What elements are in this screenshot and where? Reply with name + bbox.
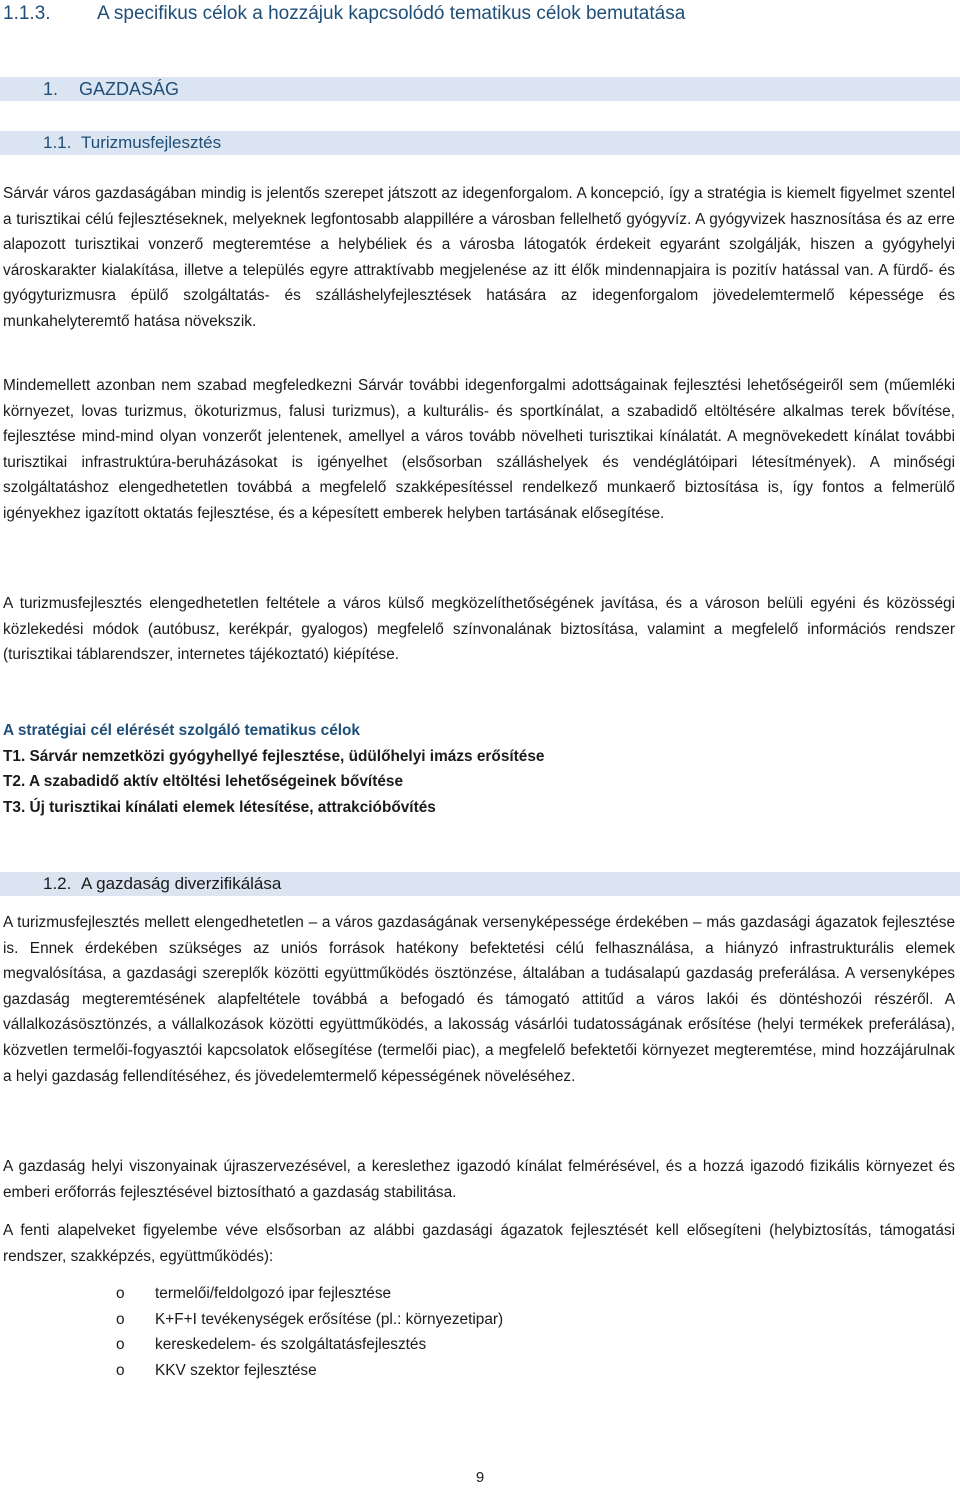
subsection-heading-tourism (0, 131, 960, 155)
thematic-goals (3, 718, 955, 820)
chapter-number: 1. (43, 79, 59, 99)
thematic-goal-t3: T3. Új turisztikai kínálati elemek létesítése, attrakcióbővítés (3, 798, 436, 816)
list-item-text: KKV szektor fejlesztése (155, 1361, 317, 1379)
subsection-heading-diversification (0, 872, 960, 896)
list-item-text: termelői/feldolgozó ipar fejlesztése (155, 1285, 392, 1302)
chapter-heading (0, 77, 960, 101)
list-item-text: K+F+I tevékenységek erősítése (pl.: környezetipar) (155, 1310, 504, 1328)
list-item (0, 1332, 960, 1358)
section-heading (3, 2, 953, 26)
page-number: 9 (475, 1469, 485, 1486)
sector-list (0, 1281, 960, 1383)
subsection-number: 1.1. (43, 133, 72, 152)
paragraph-diversification-3: A fenti alapelveket figyelembe véve elsősorban az alábbi gazdasági ágazatok fejlesztését kell elősegíteni (helybiztosítás, támogatási rendszer, szakképzés, együttműködés): (3, 1222, 955, 1265)
bullet-icon: o (116, 1310, 125, 1328)
thematic-goal-t2: T2. A szabadidő aktív eltöltési lehetőségeinek bővítése (3, 773, 403, 791)
subsection-title: A gazdaság diverzifikálása (81, 874, 282, 893)
section-number: 1.1.3. (3, 3, 51, 24)
list-item-text: kereskedelem- és szolgáltatásfejlesztés (155, 1336, 427, 1354)
paragraph-tourism-3: A turizmusfejlesztés elengedhetetlen feltétele a város külső megközelíthetőségének javítása, és a városon belüli egyéni és közösségi közlekedési módok (autóbusz, kerékpár, gyalogos) megfelelő színvonalának biztosítása, valamint a megfelelő információs rendszer (turisztikai táblarendszer, internetes tájékoztató) kiépítése. (3, 595, 955, 664)
bullet-icon: o (116, 1361, 125, 1379)
paragraph-tourism-2: Mindemellett azonban nem szabad megfeledkezni Sárvár további idegenforgalmi adottságainak fejlesztési lehetőségeiről sem (műemléki környezet, lovas turizmus, ökoturizmus, falusi turizmus), a kulturális- és sportkínálat, a szabadidő eltöltésére alkalmas terek bővítése, fejlesztése mind-mind olyan vonzerőt jelentenek, amellyel a város tovább növelheti turisztikai kínálatát. A megnövekedett kínálat további turisztikai infrastruktúra-beruházásokat is igényelhet (elsősorban szálláshelyek és vendéglátóipari létesítmények). A minőségi szolgáltatáshoz elengedhetetlen továbbá a megfelelő szakképesítéssel rendelkező munkaerő biztosítása is, így fontos a felmerülő igényekhez igazított oktatás fejlesztése, és a képesített emberek helyben tartásának elősegítése. (3, 377, 955, 522)
bullet-icon: o (116, 1336, 125, 1354)
thematic-goals-title: A stratégiai cél elérését szolgáló tematikus célok (3, 722, 360, 739)
paragraph-diversification-1: A turizmusfejlesztés mellett elengedhetetlen – a város gazdaságának versenyképessége érdekében – más gazdasági ágazatok fejlesztése is. Ennek érdekében szükséges az uniós források hatékony befektetési célú felhasználása, a hiányzó infrastrukturális elemek megvalósítása, a gazdasági szereplők közötti együttműködés ösztönzése, általában a tudásalapú gazdaság preferálása. A versenyképes gazdaság megteremtésének alapfeltétele továbbá a befogadó és támogató attitűd a város lakói és döntéshozói részéről. A vállalkozásösztönzés, a vállalkozások közötti együttműködés, a lakosság vásárlói tudatosságának erősítése (helyi termékek preferálása), közvetlen termelői-fogyasztói kapcsolatok elősegítése (termelői piac), a megfelelő befektetői környezet megteremtése, mind hozzájárulnak a helyi gazdaság fellendítéséhez, és jövedelemtermelő képességének növeléséhez. (3, 914, 955, 1085)
paragraph-tourism-1: Sárvár város gazdaságában mindig is jelentős szerepet játszott az idegenforgalom. A koncepció, így a stratégia is kiemelt figyelmet szentel a turisztikai célú fejlesztéseknek, melyeknek legfontosabb alappillére a városban fellelhető gyógyvíz. A gyógyvizek hasznosítása és az erre alapozott turisztikai vonzerő megteremtése a helybéliek és a városba látogatók érdekeit egyaránt szolgálják, hiszen a gyógyhelyi városkarakter kialakítása, illetve a település egyre attraktívabb megjelenése az itt élők mindennapjaira is pozitív hatással van. A fürdő- és gyógyturizmusra épülő szolgáltatás- és szálláshelyfejlesztések hatására az idegenforgalom jövedelemtermelő képessége és munkahelyteremtő hatása növekszik. (3, 185, 955, 330)
subsection-number: 1.2. (43, 874, 72, 893)
list-item (0, 1358, 960, 1384)
subsection-title: Turizmusfejlesztés (81, 133, 222, 152)
bullet-icon: o (116, 1285, 125, 1302)
section-title: A specifikus célok a hozzájuk kapcsolódó tematikus célok bemutatása (97, 3, 686, 24)
paragraph-diversification-2: A gazdaság helyi viszonyainak újraszervezésével, a kereslethez igazodó kínálat felmérésével, és a hozzá igazodó fizikális környezet és emberi erőforrás fejlesztésével biztosítható a gazdaság stabilitása. (3, 1158, 955, 1201)
list-item (0, 1307, 960, 1333)
list-item (0, 1281, 960, 1307)
thematic-goal-t1: T1. Sárvár nemzetközi gyógyhellyé fejlesztése, üdülőhelyi imázs erősítése (3, 747, 545, 765)
chapter-title: GAZDASÁG (79, 79, 180, 99)
